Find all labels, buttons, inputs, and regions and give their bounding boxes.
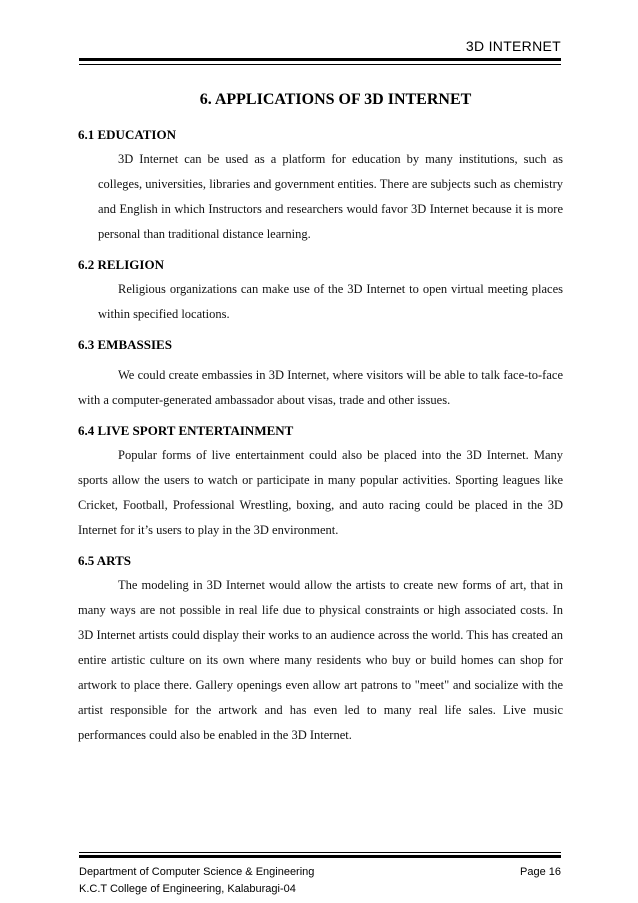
section-heading: 6.1 EDUCATION [78, 127, 176, 142]
section-arts [78, 553, 563, 748]
section-paragraph: We could create embassies in 3D Internet, where visitors will be able to talk face-to-face with a computer-generated ambassador about visas, trade and other issues. [78, 368, 563, 407]
header-rule [79, 58, 561, 61]
header-rule-secondary [79, 64, 561, 65]
footer-rule [79, 852, 561, 853]
section-embassies [78, 337, 563, 413]
section-live-sport [78, 423, 563, 543]
section-heading: 6.4 LIVE SPORT ENTERTAINMENT [78, 423, 294, 438]
section-heading: 6.2 RELIGION [78, 257, 164, 272]
page-number: Page 16 [520, 866, 561, 878]
page-body [78, 91, 563, 758]
footer-college: K.C.T College of Engineering, Kalaburagi-04 [79, 883, 296, 895]
footer-rule-secondary [79, 855, 561, 858]
running-header: 3D INTERNET [465, 38, 561, 54]
footer-department: Department of Computer Science & Engineering [79, 866, 315, 878]
section-paragraph: 3D Internet can be used as a platform for education by many institutions, such as colleges, universities, libraries and government entities. There are subjects such as chemistry and English in which Instructors and researchers would favor 3D Internet because it is more personal than traditional distance learning. [98, 152, 563, 241]
section-religion [78, 257, 563, 327]
section-heading: 6.5 ARTS [78, 553, 132, 568]
chapter-title: 6. APPLICATIONS OF 3D INTERNET [199, 91, 472, 108]
section-paragraph: The modeling in 3D Internet would allow the artists to create new forms of art, that in many ways are not possible in real life due to physical constraints or high associated costs. In 3D Internet artists could display their works to an audience across the world. This has created an entire artistic culture on its own where many residents who buy or build homes can shop for artwork to place there. Gallery openings even allow art patrons to "meet" and socialize with the artist responsible for the artwork and has even led to many real life sales. Live music performances could also be enabled in the 3D Internet. [78, 578, 563, 742]
footer-institution [79, 864, 314, 898]
section-paragraph: Religious organizations can make use of the 3D Internet to open virtual meeting places within specified locations. [98, 282, 563, 321]
section-paragraph: Popular forms of live entertainment could also be placed into the 3D Internet. Many sports allow the users to watch or participate in many popular activities. Sporting leagues like Cricket, Football, Professional Wrestling, boxing, and auto racing could be placed in the 3D Internet for it’s users to play in the 3D environment. [78, 448, 563, 537]
section-heading: 6.3 EMBASSIES [78, 337, 172, 352]
section-education [78, 127, 563, 247]
